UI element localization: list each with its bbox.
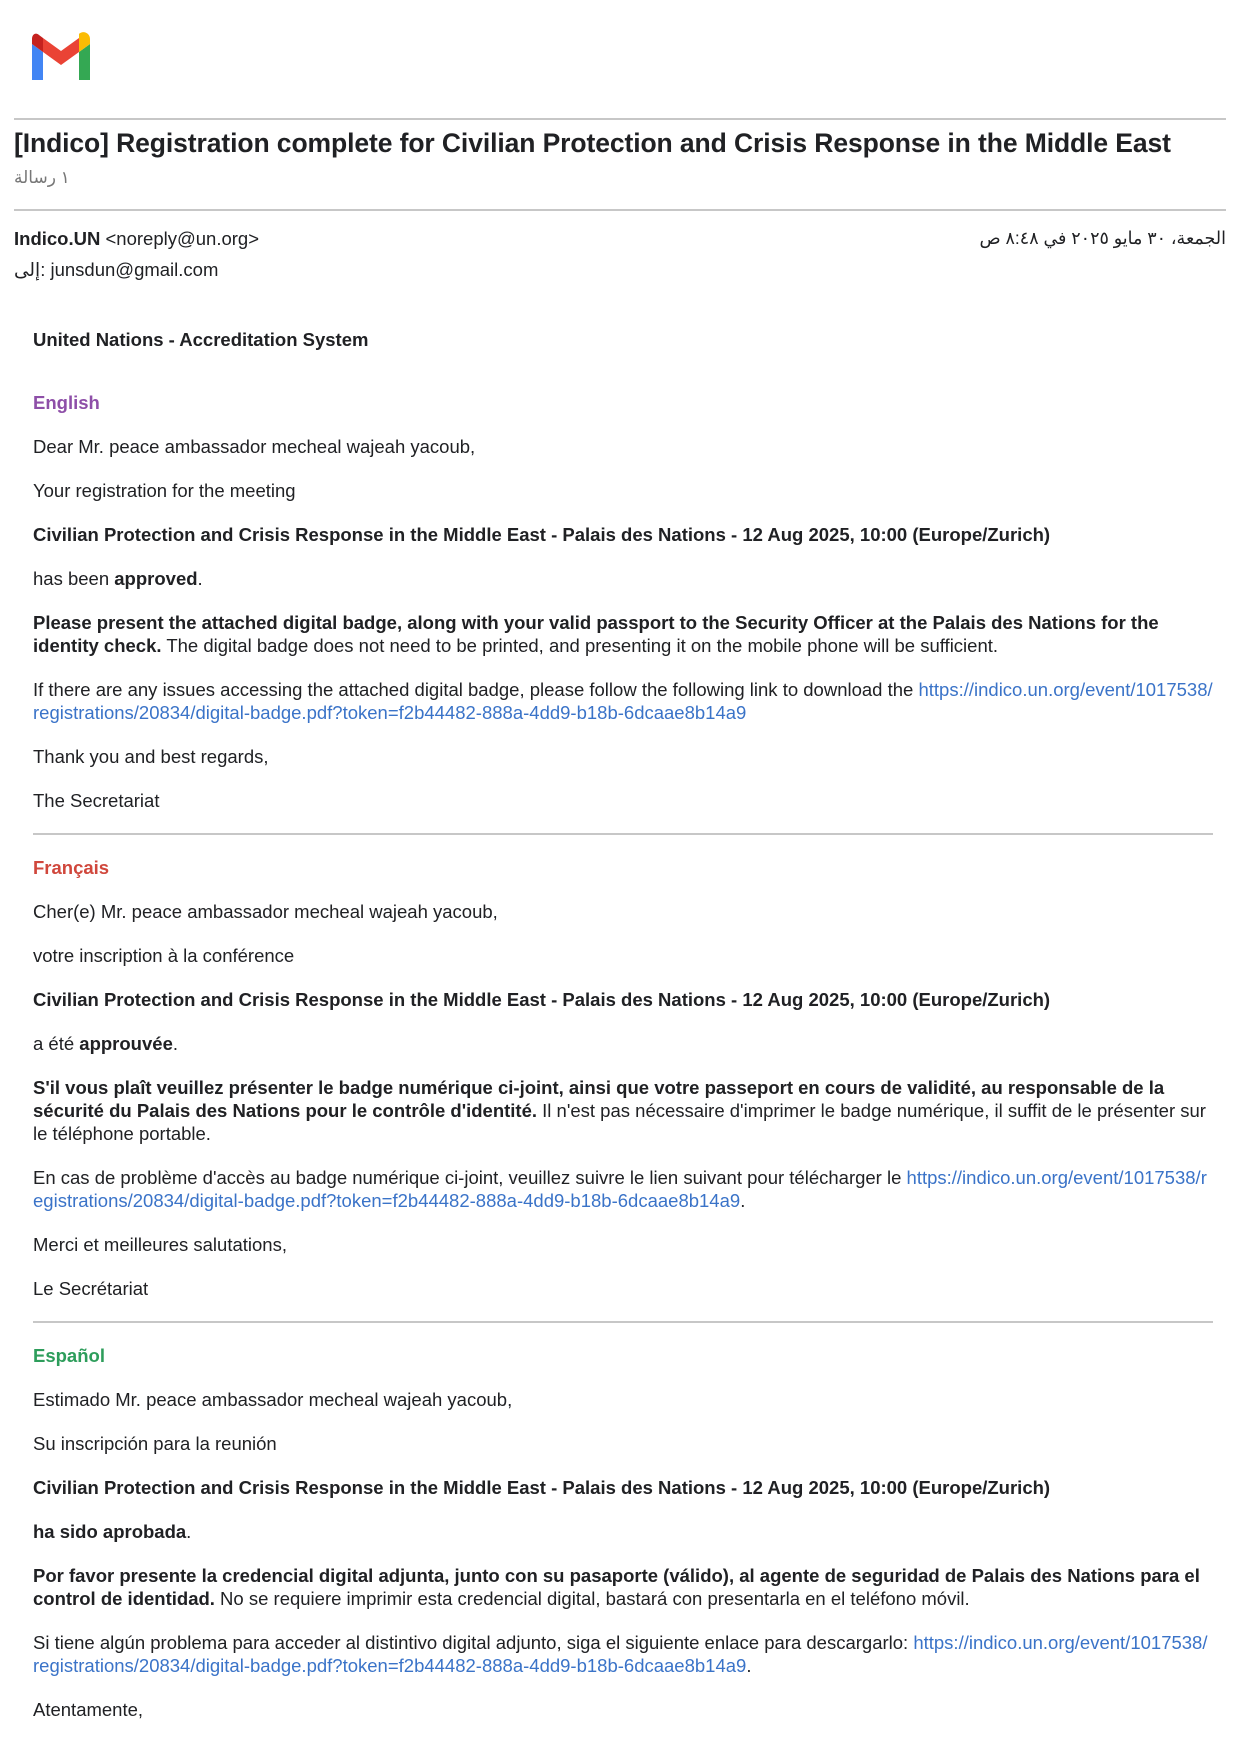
sender-email: <noreply@un.org> <box>105 228 260 249</box>
french-status <box>33 1032 1213 1055</box>
french-intro: votre inscription à la conférence <box>33 945 295 966</box>
english-heading: English <box>33 392 100 413</box>
spanish-intro: Su inscripción para la reunión <box>33 1433 277 1454</box>
english-issue <box>33 678 1213 724</box>
sender <box>14 228 259 250</box>
message-count: ١ رسالة <box>14 168 70 187</box>
english-badge-link[interactable]: https://indico.un.org/event/1017538/registrations/20834/digital-badge.pdf?token=f2b44482-888a-4dd9-b18b-6dcaae8b14a9 <box>33 679 1213 723</box>
spanish-meeting: Civilian Protection and Crisis Response in the Middle East - Palais des Nations - 12 Aug 2025, 10:00 (Europe/Zurich) <box>33 1477 1051 1498</box>
recipient <box>14 259 218 281</box>
french-status-prefix: a été <box>33 1033 80 1054</box>
spanish-instruction-bold: Por favor presente la credencial digital adjunta, junto con su pasaporte (válido), al agente de seguridad de Palais des Nations para el control de identidad. <box>33 1565 1200 1609</box>
to-label: إلى: <box>14 259 46 280</box>
french-greeting: Cher(e) Mr. peace ambassador mecheal wajeah yacoub, <box>33 901 498 922</box>
english-thanks: Thank you and best regards, <box>33 746 269 767</box>
spanish-status-word: ha sido aprobada <box>33 1521 187 1542</box>
french-badge-link[interactable]: https://indico.un.org/event/1017538/registrations/20834/digital-badge.pdf?token=f2b44482-888a-4dd9-b18b-6dcaae8b14a9 <box>33 1167 1207 1211</box>
section-divider <box>33 833 1213 835</box>
message-date: الجمعة، ٣٠ مايو ٢٠٢٥ في ٨:٤٨ ص <box>979 228 1226 248</box>
header-divider <box>14 118 1226 120</box>
french-status-suffix: . <box>172 1033 178 1054</box>
spanish-closing: Atentamente, <box>33 1699 144 1720</box>
section-divider <box>33 1321 1213 1323</box>
french-instruction-bold: S'il vous plaît veuillez présenter le badge numérique ci-joint, ainsi que votre passeport en cours de validité, au responsable de la sécurité du Palais des Nations pour le contrôle d'identité. <box>33 1077 1165 1121</box>
subject-divider <box>14 209 1226 211</box>
french-status-word: approuvée <box>79 1033 173 1054</box>
french-issue <box>33 1166 1213 1212</box>
english-status-suffix: . <box>197 568 203 589</box>
french-heading: Français <box>33 857 110 878</box>
french-link-suffix: . <box>740 1190 746 1211</box>
french-meeting: Civilian Protection and Crisis Response in the Middle East - Palais des Nations - 12 Aug 2025, 10:00 (Europe/Zurich) <box>33 989 1051 1010</box>
sender-name: Indico.UN <box>14 228 101 249</box>
spanish-status-suffix: . <box>186 1521 192 1542</box>
english-status <box>33 567 1213 590</box>
english-signature: The Secretariat <box>33 790 160 811</box>
french-instruction <box>33 1076 1213 1145</box>
spanish-instruction-rest: No se requiere imprimir esta credencial digital, bastará con presentarla en el teléfono móvil. <box>214 1588 970 1609</box>
english-instruction-rest: The digital badge does not need to be printed, and presenting it on the mobile phone will be sufficient. <box>161 635 999 656</box>
spanish-badge-link[interactable]: https://indico.un.org/event/1017538/registrations/20834/digital-badge.pdf?token=f2b44482-888a-4dd9-b18b-6dcaae8b14a9 <box>33 1632 1208 1676</box>
spanish-instruction <box>33 1564 1213 1610</box>
spanish-status <box>33 1520 1213 1543</box>
french-thanks: Merci et meilleures salutations, <box>33 1234 287 1255</box>
email-subject: [Indico] Registration complete for Civilian Protection and Crisis Response in the Middle East <box>14 128 1171 158</box>
english-status-word: approved <box>114 568 198 589</box>
email-body <box>33 328 1213 1742</box>
english-greeting: Dear Mr. peace ambassador mecheal wajeah yacoub, <box>33 436 476 457</box>
spanish-greeting: Estimado Mr. peace ambassador mecheal wajeah yacoub, <box>33 1389 513 1410</box>
english-intro: Your registration for the meeting <box>33 480 296 501</box>
org-title: United Nations - Accreditation System <box>33 329 369 350</box>
english-status-prefix: has been <box>33 568 115 589</box>
spanish-issue <box>33 1631 1213 1677</box>
english-meeting: Civilian Protection and Crisis Response in the Middle East - Palais des Nations - 12 Aug 2025, 10:00 (Europe/Zurich) <box>33 524 1051 545</box>
gmail-logo-icon <box>28 30 94 82</box>
to-address: junsdun@gmail.com <box>50 259 219 280</box>
spanish-issue-text: Si tiene algún problema para acceder al distintivo digital adjunto, siga el siguiente enlace para descargarlo: <box>33 1632 914 1653</box>
french-issue-text: En cas de problème d'accès au badge numérique ci-joint, veuillez suivre le lien suivant pour télécharger le <box>33 1167 907 1188</box>
spanish-heading: Español <box>33 1345 105 1366</box>
english-instruction <box>33 611 1213 657</box>
english-instruction-bold: Please present the attached digital badge, along with your valid passport to the Security Officer at the Palais des Nations for the identity check. <box>33 612 1159 656</box>
french-signature: Le Secrétariat <box>33 1278 149 1299</box>
french-instruction-rest: Il n'est pas nécessaire d'imprimer le badge numérique, il suffit de le présenter sur le téléphone portable. <box>33 1100 1206 1144</box>
spanish-link-suffix: . <box>746 1655 752 1676</box>
english-issue-text: If there are any issues accessing the attached digital badge, please follow the following link to download the <box>33 679 919 700</box>
